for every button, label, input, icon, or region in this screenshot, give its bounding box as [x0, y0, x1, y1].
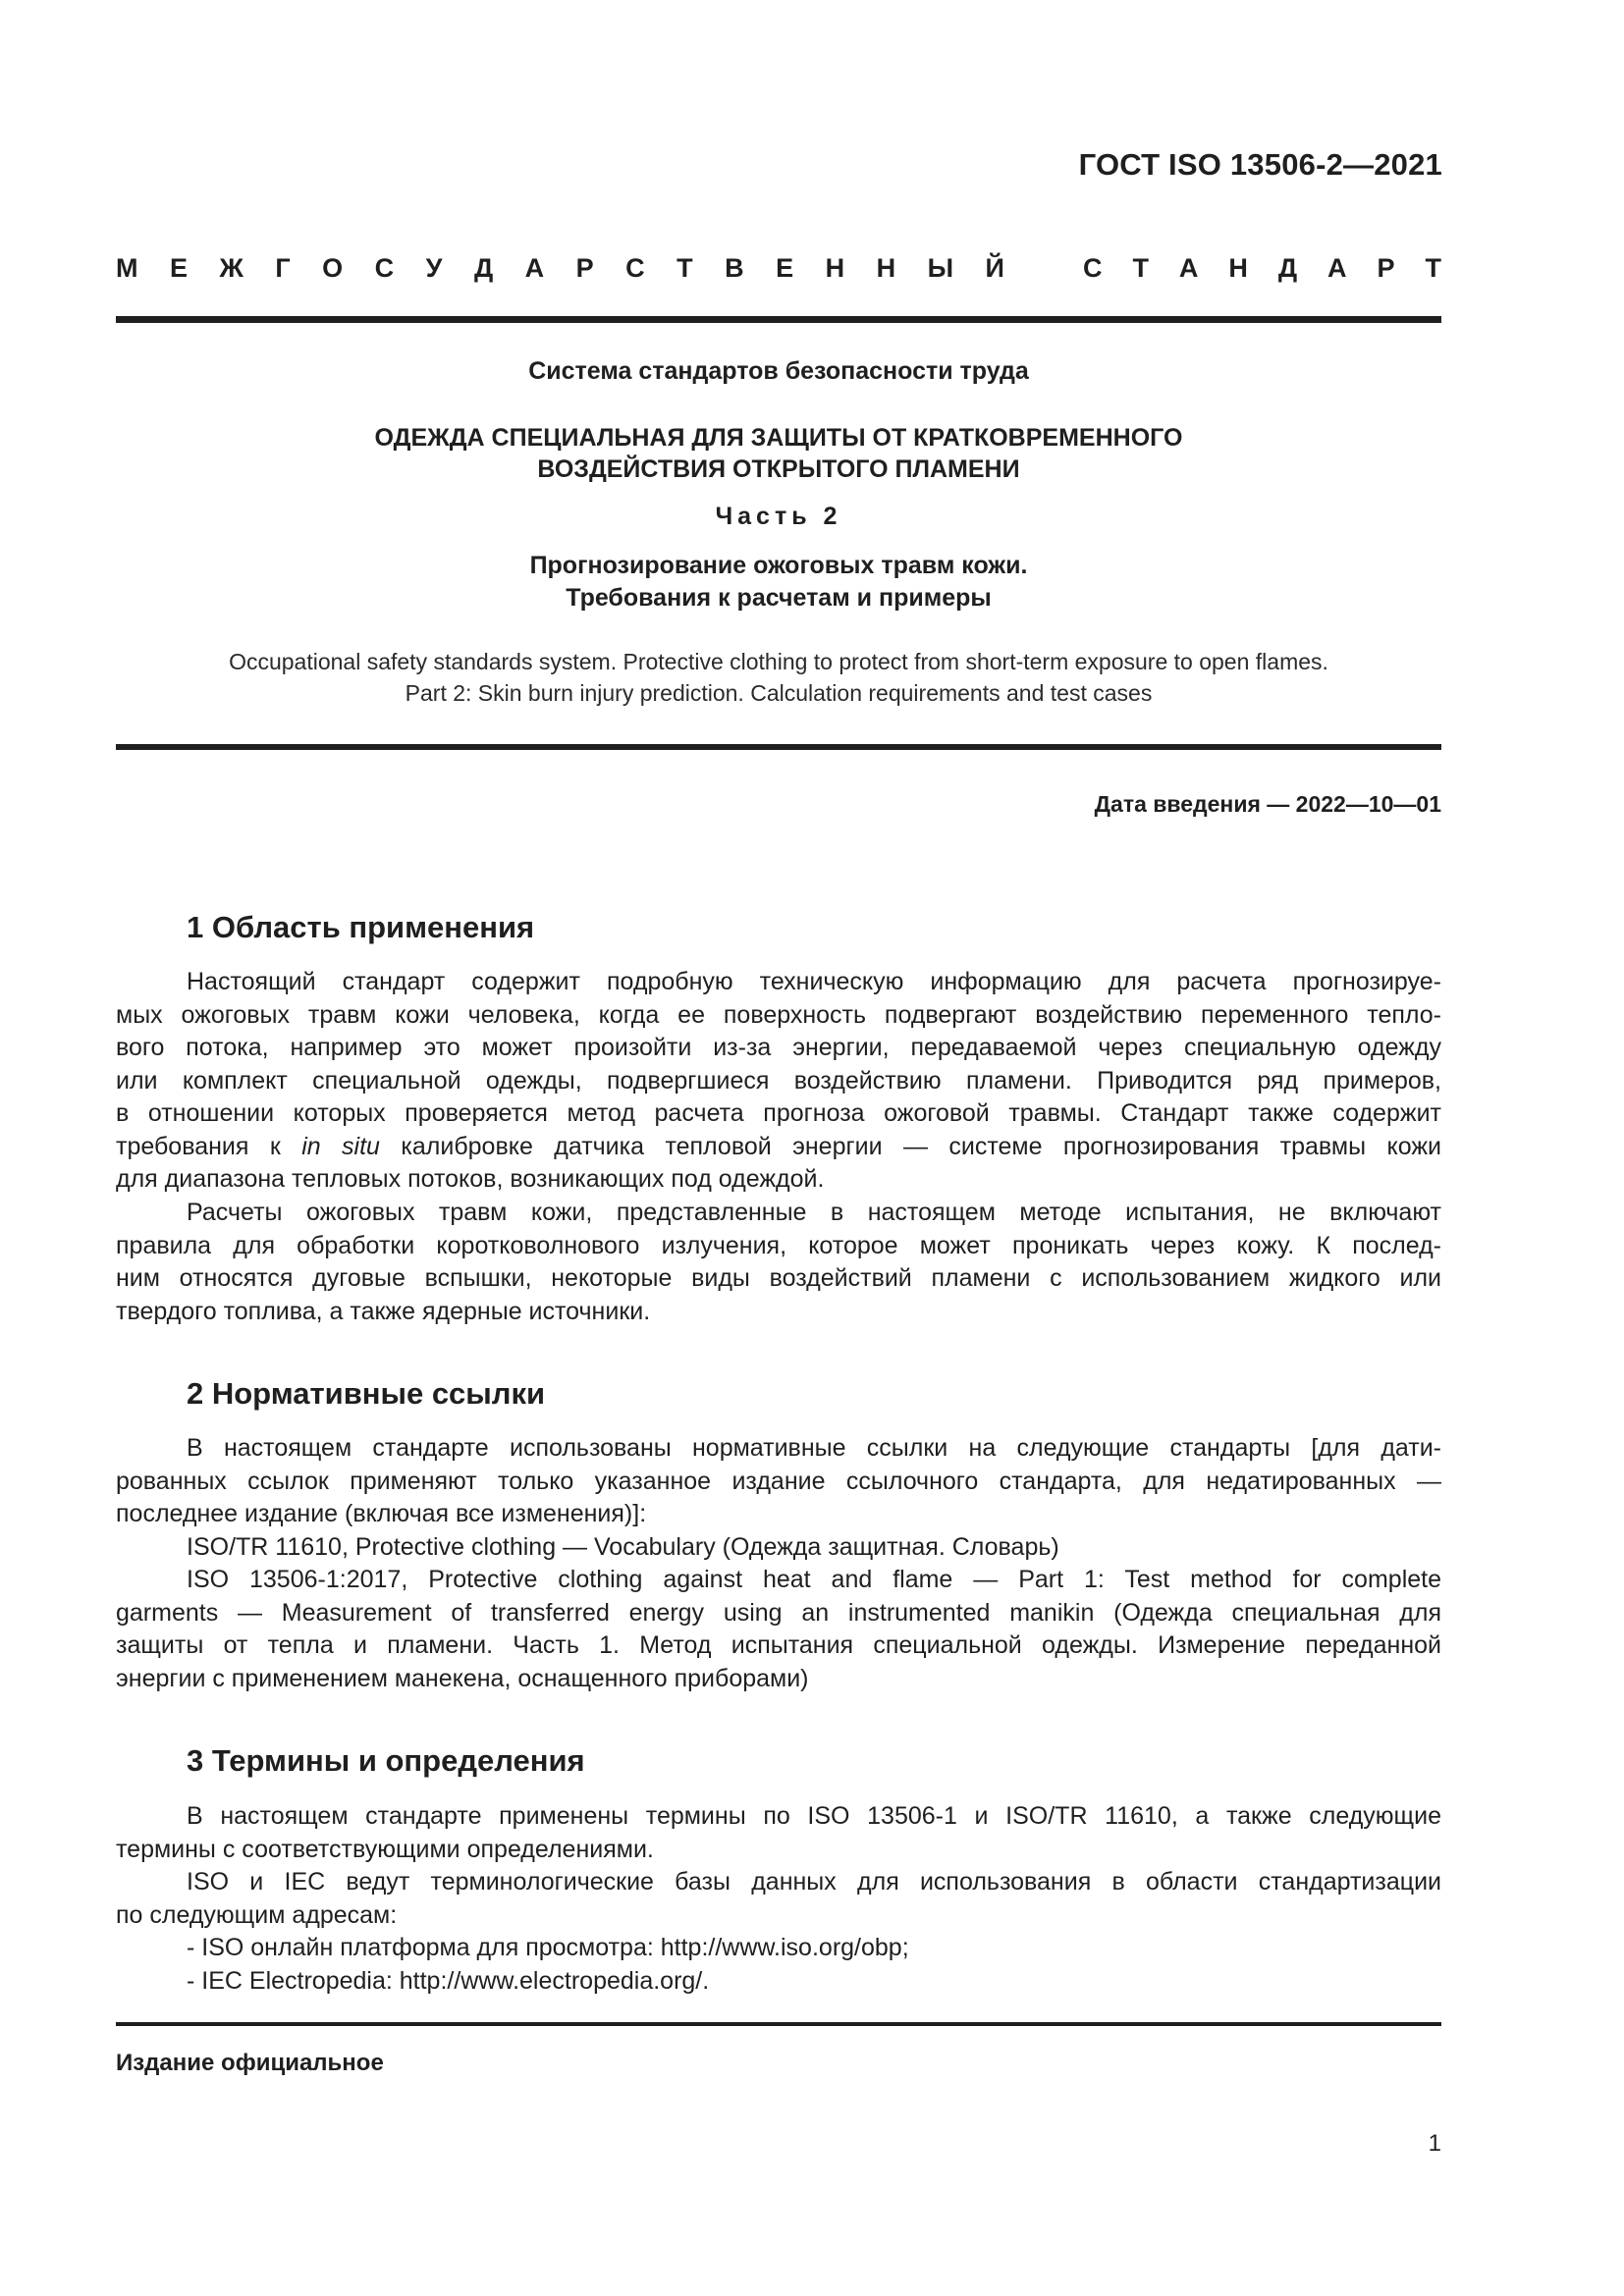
english-title — [116, 646, 1441, 709]
standard-designation: ГОСТ ISO 13506-2—2021 — [1078, 147, 1442, 182]
text-line: В настоящем стандарте использованы нормативные ссылки на следующие стандарты [для дати- — [187, 1434, 1441, 1462]
interstate-word: М Е Ж Г О С У Д А Р С Т В Е Н Н Ы Й — [116, 253, 1004, 283]
standard-word: С Т А Н Д А Р Т — [1083, 253, 1441, 283]
text-line: правила для обработки коротковолнового излучения, которое может проникать через кожу. К послед- — [116, 1231, 1441, 1259]
text-line: или комплект специальной одежды, подвергшиеся воздействию пламени. Приводится ряд примеров, — [116, 1066, 1441, 1095]
section-1-paragraph-2 — [116, 1197, 1441, 1328]
english-title-line-2: Part 2: Skin burn injury prediction. Calculation requirements and test cases — [405, 680, 1153, 706]
text-line: рованных ссылок применяют только указанное издание ссылочного стандарта, для недатированных — — [116, 1467, 1441, 1495]
part-label: Часть 2 — [715, 503, 842, 530]
part-subtitle-line-1: Прогнозирование ожоговых травм кожи. — [529, 552, 1028, 579]
text-line: ним относятся дуговые вспышки, некоторые виды воздействий пламени с использованием жидкого или — [116, 1264, 1441, 1292]
text-line: Расчеты ожоговых травм кожи, представленные в настоящем методе испытания, не включают — [187, 1199, 1441, 1226]
section-2-paragraph-1 — [116, 1432, 1441, 1695]
section-1-heading: 1 Область применения — [187, 910, 535, 944]
text-line: твердого топлива, а также ядерные источники. — [116, 1297, 651, 1325]
text-line: В настоящем стандарте применены термины по ISO 13506-1 и ISO/TR 11610, а также следующие — [187, 1802, 1441, 1830]
text-line: термины с соответствующими определениями. — [116, 1835, 654, 1863]
text-line: последнее издание (включая все изменения)]: — [116, 1500, 647, 1527]
section-3-paragraph-1 — [116, 1800, 1441, 1998]
section-3-heading: 3 Термины и определения — [187, 1743, 585, 1778]
text-line: Настоящий стандарт содержит подробную техническую информацию для расчета прогнозируе- — [187, 968, 1441, 995]
system-title: Система стандартов безопасности труда — [528, 357, 1029, 385]
page-number: 1 — [1428, 2130, 1441, 2157]
list-item-iec-electropedia: - IEC Electropedia: http://www.electropedia.org/. — [187, 1966, 710, 1995]
text-line: ISO и IEC ведут терминологические базы данных для использования в области стандартизации — [187, 1868, 1441, 1896]
text-line: garments — Measurement of transferred energy using an instrumented manikin (Одежда специальная для — [116, 1598, 1441, 1627]
footer-divider — [116, 2022, 1441, 2026]
part-subtitle-line-2: Требования к расчетам и примеры — [566, 584, 992, 612]
main-title-line-2: ВОЗДЕЙСТВИЯ ОТКРЫТОГО ПЛАМЕНИ — [537, 455, 1020, 483]
title-divider — [116, 744, 1441, 750]
text-line: мых ожоговых травм кожи человека, когда ее поверхность подвергают воздействию переменного тепло- — [116, 1000, 1441, 1029]
italic-term: in situ — [301, 1132, 380, 1160]
section-2-heading: 2 Нормативные ссылки — [187, 1376, 546, 1411]
main-title-line-1: ОДЕЖДА СПЕЦИАЛЬНАЯ ДЛЯ ЗАЩИТЫ ОТ КРАТКОВРЕМЕННОГО — [374, 424, 1183, 452]
section-1-paragraph-1 — [116, 966, 1441, 1197]
text-line: энергии с применением манекена, оснащенного приборами) — [116, 1664, 809, 1692]
list-item-iso-obp: - ISO онлайн платформа для просмотра: http://www.iso.org/obp; — [187, 1934, 909, 1961]
text-line: по следующим адресам: — [116, 1900, 398, 1929]
interstate-standard-banner — [116, 253, 1441, 284]
text-fragment: требования к — [116, 1132, 302, 1160]
part-subtitle — [116, 550, 1441, 614]
text-line: ISO 13506-1:2017, Protective clothing against heat and flame — Part 1: Test method for complete — [187, 1566, 1441, 1593]
text-line: вого потока, например это может произойти из-за энергии, передаваемой через специальную одежду — [116, 1034, 1441, 1061]
reference-iso-tr-11610: ISO/TR 11610, Protective clothing — Vocabulary (Одежда защитная. Словарь) — [187, 1532, 1059, 1561]
top-divider — [116, 316, 1441, 323]
text-line: защиты от тепла и пламени. Часть 1. Метод испытания специальной одежды. Измерение переданной — [116, 1631, 1441, 1659]
text-line: в отношении которых проверяется метод расчета прогноза ожоговой травмы. Стандарт также содержит — [116, 1099, 1441, 1127]
text-fragment: калибровке датчика тепловой энергии — системе прогнозирования травмы кожи — [379, 1132, 1442, 1160]
main-title — [116, 422, 1441, 485]
english-title-line-1: Occupational safety standards system. Protective clothing to protect from short-term exposure to open flames. — [229, 649, 1328, 674]
text-line — [116, 1131, 1441, 1164]
introduction-date: Дата введения — 2022—10—01 — [1094, 791, 1441, 817]
official-edition-label: Издание официальное — [116, 2050, 384, 2076]
text-line: для диапазона тепловых потоков, возникающих под одеждой. — [116, 1165, 825, 1193]
